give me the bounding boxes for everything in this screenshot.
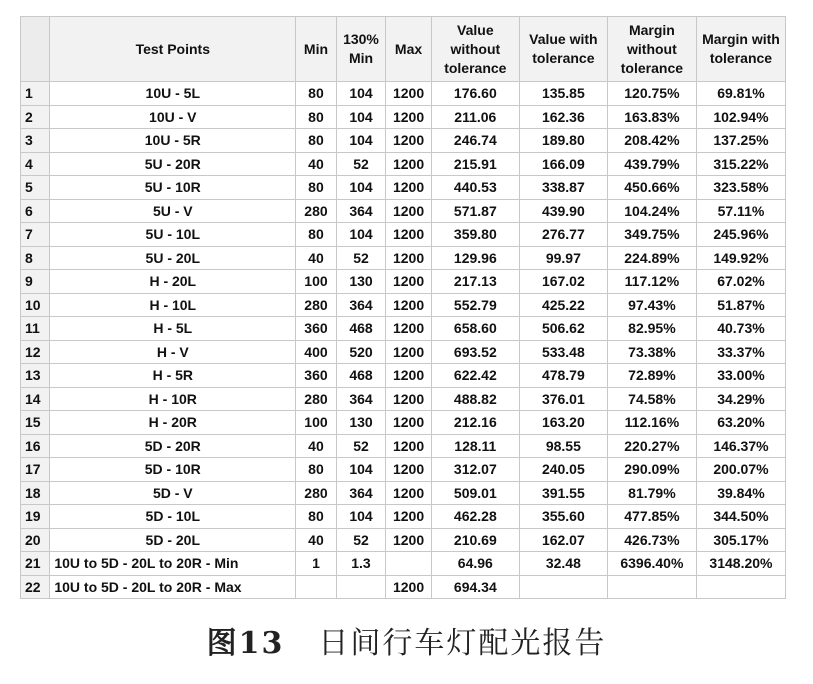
max-cell: 1200 xyxy=(386,340,432,364)
row-number-cell: 10 xyxy=(21,293,50,317)
margin-without-tolerance-cell: 439.79% xyxy=(607,152,696,176)
table-row xyxy=(21,270,786,294)
margin-without-tolerance-cell: 224.89% xyxy=(607,246,696,270)
value-without-tolerance-cell: 176.60 xyxy=(431,82,519,106)
min-cell: 100 xyxy=(296,270,336,294)
value-with-tolerance-cell: 338.87 xyxy=(519,176,607,200)
test-point-cell: 10U - V xyxy=(50,105,296,129)
value-without-tolerance-cell: 552.79 xyxy=(431,293,519,317)
table-row xyxy=(21,387,786,411)
margin-with-tolerance-cell: 137.25% xyxy=(696,129,785,153)
margin-without-tolerance-cell: 450.66% xyxy=(607,176,696,200)
value-with-tolerance-cell: 166.09 xyxy=(519,152,607,176)
corner-header xyxy=(21,17,50,82)
row-number-cell: 17 xyxy=(21,458,50,482)
margin-without-tolerance-cell: 112.16% xyxy=(607,411,696,435)
min-cell: 400 xyxy=(296,340,336,364)
min-cell xyxy=(296,575,336,599)
table-row xyxy=(21,552,786,576)
min-130-cell: 104 xyxy=(336,176,386,200)
value-without-tolerance-cell: 312.07 xyxy=(431,458,519,482)
margin-with-tolerance-cell: 146.37% xyxy=(696,434,785,458)
margin-without-tolerance-cell: 73.38% xyxy=(607,340,696,364)
row-number-cell: 3 xyxy=(21,129,50,153)
margin-without-tolerance-cell: 426.73% xyxy=(607,528,696,552)
margin-with-tolerance-cell: 344.50% xyxy=(696,505,785,529)
min-130-cell: 364 xyxy=(336,387,386,411)
max-cell: 1200 xyxy=(386,105,432,129)
margin-without-tolerance-cell xyxy=(607,575,696,599)
row-number-cell: 8 xyxy=(21,246,50,270)
test-point-cell: H - 10R xyxy=(50,387,296,411)
margin-without-tolerance-cell: 349.75% xyxy=(607,223,696,247)
max-cell: 1200 xyxy=(386,317,432,341)
value-without-tolerance-cell: 658.60 xyxy=(431,317,519,341)
margin-with-tolerance-cell: 200.07% xyxy=(696,458,785,482)
photometry-table xyxy=(20,16,786,599)
min-130-cell: 104 xyxy=(336,505,386,529)
min-cell: 40 xyxy=(296,528,336,552)
table-row xyxy=(21,458,786,482)
test-point-cell: 5U - V xyxy=(50,199,296,223)
min-130-cell: 364 xyxy=(336,199,386,223)
test-point-cell: 5D - 20R xyxy=(50,434,296,458)
min-130-cell: 52 xyxy=(336,434,386,458)
min-cell: 100 xyxy=(296,411,336,435)
min-130-cell: 104 xyxy=(336,223,386,247)
margin-with-tolerance-cell: 39.84% xyxy=(696,481,785,505)
margin-with-tolerance-cell: 67.02% xyxy=(696,270,785,294)
min-130-cell: 104 xyxy=(336,105,386,129)
value-without-tolerance-cell: 440.53 xyxy=(431,176,519,200)
table-row xyxy=(21,176,786,200)
value-with-tolerance-cell: 276.77 xyxy=(519,223,607,247)
table-body xyxy=(21,82,786,599)
margin-with-tolerance-cell: 51.87% xyxy=(696,293,785,317)
max-cell: 1200 xyxy=(386,246,432,270)
min-130-cell: 104 xyxy=(336,82,386,106)
min-cell: 1 xyxy=(296,552,336,576)
min-cell: 80 xyxy=(296,176,336,200)
max-cell: 1200 xyxy=(386,364,432,388)
value-with-tolerance-cell: 135.85 xyxy=(519,82,607,106)
value-with-tolerance-cell: 506.62 xyxy=(519,317,607,341)
value-without-tolerance-cell: 571.87 xyxy=(431,199,519,223)
margin-with-tolerance-cell xyxy=(696,575,785,599)
table-row xyxy=(21,575,786,599)
max-cell: 1200 xyxy=(386,199,432,223)
header-margin-with-tolerance: Margin with tolerance xyxy=(696,17,785,82)
row-number-cell: 6 xyxy=(21,199,50,223)
margin-with-tolerance-cell: 305.17% xyxy=(696,528,785,552)
min-cell: 280 xyxy=(296,387,336,411)
table-row xyxy=(21,223,786,247)
value-with-tolerance-cell: 99.97 xyxy=(519,246,607,270)
table-row xyxy=(21,82,786,106)
margin-with-tolerance-cell: 33.37% xyxy=(696,340,785,364)
table-row xyxy=(21,105,786,129)
table-row xyxy=(21,246,786,270)
value-with-tolerance-cell: 425.22 xyxy=(519,293,607,317)
header-min: Min xyxy=(296,17,336,82)
table-row xyxy=(21,505,786,529)
value-with-tolerance-cell: 240.05 xyxy=(519,458,607,482)
min-cell: 80 xyxy=(296,82,336,106)
min-130-cell: 364 xyxy=(336,481,386,505)
min-cell: 280 xyxy=(296,199,336,223)
value-without-tolerance-cell: 488.82 xyxy=(431,387,519,411)
max-cell: 1200 xyxy=(386,434,432,458)
min-130-cell: 52 xyxy=(336,246,386,270)
margin-with-tolerance-cell: 69.81% xyxy=(696,82,785,106)
margin-without-tolerance-cell: 81.79% xyxy=(607,481,696,505)
min-130-cell: 520 xyxy=(336,340,386,364)
min-130-cell: 1.3 xyxy=(336,552,386,576)
margin-with-tolerance-cell: 34.29% xyxy=(696,387,785,411)
value-without-tolerance-cell: 128.11 xyxy=(431,434,519,458)
header-margin-without-tolerance: Margin without tolerance xyxy=(607,17,696,82)
min-cell: 40 xyxy=(296,246,336,270)
row-number-cell: 11 xyxy=(21,317,50,341)
min-cell: 40 xyxy=(296,434,336,458)
value-without-tolerance-cell: 212.16 xyxy=(431,411,519,435)
table-row xyxy=(21,411,786,435)
margin-without-tolerance-cell: 117.12% xyxy=(607,270,696,294)
row-number-cell: 14 xyxy=(21,387,50,411)
margin-with-tolerance-cell: 149.92% xyxy=(696,246,785,270)
max-cell: 1200 xyxy=(386,481,432,505)
margin-without-tolerance-cell: 220.27% xyxy=(607,434,696,458)
value-without-tolerance-cell: 462.28 xyxy=(431,505,519,529)
figure-label: 图13 xyxy=(206,626,285,661)
test-point-cell: 5D - 10L xyxy=(50,505,296,529)
row-number-cell: 5 xyxy=(21,176,50,200)
table-row xyxy=(21,481,786,505)
value-with-tolerance-cell: 189.80 xyxy=(519,129,607,153)
min-cell: 80 xyxy=(296,105,336,129)
row-number-cell: 2 xyxy=(21,105,50,129)
max-cell: 1200 xyxy=(386,129,432,153)
row-number-cell: 21 xyxy=(21,552,50,576)
min-130-cell: 468 xyxy=(336,317,386,341)
margin-without-tolerance-cell: 120.75% xyxy=(607,82,696,106)
value-without-tolerance-cell: 211.06 xyxy=(431,105,519,129)
min-cell: 80 xyxy=(296,505,336,529)
margin-without-tolerance-cell: 477.85% xyxy=(607,505,696,529)
value-with-tolerance-cell: 478.79 xyxy=(519,364,607,388)
row-number-cell: 20 xyxy=(21,528,50,552)
table-row xyxy=(21,364,786,388)
header-value-without-tolerance: Value without tolerance xyxy=(431,17,519,82)
value-without-tolerance-cell: 217.13 xyxy=(431,270,519,294)
min-130-cell xyxy=(336,575,386,599)
margin-without-tolerance-cell: 6396.40% xyxy=(607,552,696,576)
value-with-tolerance-cell: 162.07 xyxy=(519,528,607,552)
min-cell: 360 xyxy=(296,317,336,341)
test-point-cell: H - 5L xyxy=(50,317,296,341)
value-without-tolerance-cell: 359.80 xyxy=(431,223,519,247)
margin-with-tolerance-cell: 3148.20% xyxy=(696,552,785,576)
test-point-cell: 5D - 10R xyxy=(50,458,296,482)
min-cell: 280 xyxy=(296,293,336,317)
table-row xyxy=(21,528,786,552)
min-cell: 80 xyxy=(296,129,336,153)
margin-without-tolerance-cell: 72.89% xyxy=(607,364,696,388)
max-cell xyxy=(386,552,432,576)
test-point-cell: H - 20L xyxy=(50,270,296,294)
margin-without-tolerance-cell: 74.58% xyxy=(607,387,696,411)
margin-with-tolerance-cell: 40.73% xyxy=(696,317,785,341)
max-cell: 1200 xyxy=(386,575,432,599)
row-number-cell: 12 xyxy=(21,340,50,364)
margin-with-tolerance-cell: 57.11% xyxy=(696,199,785,223)
max-cell: 1200 xyxy=(386,411,432,435)
test-point-cell: H - 10L xyxy=(50,293,296,317)
value-with-tolerance-cell: 439.90 xyxy=(519,199,607,223)
min-cell: 80 xyxy=(296,458,336,482)
margin-with-tolerance-cell: 102.94% xyxy=(696,105,785,129)
test-point-cell: H - 5R xyxy=(50,364,296,388)
test-point-cell: 5U - 20L xyxy=(50,246,296,270)
row-number-cell: 7 xyxy=(21,223,50,247)
value-without-tolerance-cell: 129.96 xyxy=(431,246,519,270)
table-row xyxy=(21,199,786,223)
header-max: Max xyxy=(386,17,432,82)
min-cell: 80 xyxy=(296,223,336,247)
max-cell: 1200 xyxy=(386,505,432,529)
margin-with-tolerance-cell: 315.22% xyxy=(696,152,785,176)
value-without-tolerance-cell: 509.01 xyxy=(431,481,519,505)
max-cell: 1200 xyxy=(386,223,432,247)
test-point-cell: 5U - 10R xyxy=(50,176,296,200)
value-with-tolerance-cell: 98.55 xyxy=(519,434,607,458)
max-cell: 1200 xyxy=(386,387,432,411)
value-with-tolerance-cell: 162.36 xyxy=(519,105,607,129)
row-number-cell: 16 xyxy=(21,434,50,458)
min-cell: 40 xyxy=(296,152,336,176)
margin-without-tolerance-cell: 290.09% xyxy=(607,458,696,482)
min-130-cell: 104 xyxy=(336,129,386,153)
test-point-cell: 5D - V xyxy=(50,481,296,505)
margin-without-tolerance-cell: 82.95% xyxy=(607,317,696,341)
value-without-tolerance-cell: 246.74 xyxy=(431,129,519,153)
min-cell: 360 xyxy=(296,364,336,388)
test-point-cell: 10U - 5R xyxy=(50,129,296,153)
value-without-tolerance-cell: 694.34 xyxy=(431,575,519,599)
value-with-tolerance-cell: 391.55 xyxy=(519,481,607,505)
row-number-cell: 15 xyxy=(21,411,50,435)
min-cell: 280 xyxy=(296,481,336,505)
value-with-tolerance-cell: 376.01 xyxy=(519,387,607,411)
value-without-tolerance-cell: 64.96 xyxy=(431,552,519,576)
row-number-cell: 18 xyxy=(21,481,50,505)
test-point-cell: H - 20R xyxy=(50,411,296,435)
min-130-cell: 130 xyxy=(336,411,386,435)
row-number-cell: 1 xyxy=(21,82,50,106)
max-cell: 1200 xyxy=(386,176,432,200)
max-cell: 1200 xyxy=(386,458,432,482)
test-point-cell: 10U to 5D - 20L to 20R - Min xyxy=(50,552,296,576)
test-point-cell: 10U to 5D - 20L to 20R - Max xyxy=(50,575,296,599)
min-130-cell: 468 xyxy=(336,364,386,388)
min-130-cell: 130 xyxy=(336,270,386,294)
row-number-cell: 4 xyxy=(21,152,50,176)
value-without-tolerance-cell: 210.69 xyxy=(431,528,519,552)
max-cell: 1200 xyxy=(386,152,432,176)
table-row xyxy=(21,434,786,458)
value-with-tolerance-cell: 163.20 xyxy=(519,411,607,435)
margin-without-tolerance-cell: 208.42% xyxy=(607,129,696,153)
table-row xyxy=(21,317,786,341)
header-row xyxy=(21,17,786,82)
header-130-min: 130% Min xyxy=(336,17,386,82)
max-cell: 1200 xyxy=(386,528,432,552)
min-130-cell: 52 xyxy=(336,528,386,552)
test-point-cell: 5U - 10L xyxy=(50,223,296,247)
value-with-tolerance-cell: 32.48 xyxy=(519,552,607,576)
test-point-cell: 5D - 20L xyxy=(50,528,296,552)
row-number-cell: 19 xyxy=(21,505,50,529)
min-130-cell: 52 xyxy=(336,152,386,176)
max-cell: 1200 xyxy=(386,293,432,317)
margin-without-tolerance-cell: 104.24% xyxy=(607,199,696,223)
value-with-tolerance-cell: 167.02 xyxy=(519,270,607,294)
max-cell: 1200 xyxy=(386,82,432,106)
max-cell: 1200 xyxy=(386,270,432,294)
row-number-cell: 9 xyxy=(21,270,50,294)
margin-with-tolerance-cell: 63.20% xyxy=(696,411,785,435)
figure-caption xyxy=(0,618,813,662)
value-without-tolerance-cell: 622.42 xyxy=(431,364,519,388)
table-row xyxy=(21,293,786,317)
test-point-cell: 10U - 5L xyxy=(50,82,296,106)
margin-with-tolerance-cell: 323.58% xyxy=(696,176,785,200)
header-value-with-tolerance: Value with tolerance xyxy=(519,17,607,82)
min-130-cell: 104 xyxy=(336,458,386,482)
value-with-tolerance-cell xyxy=(519,575,607,599)
margin-without-tolerance-cell: 97.43% xyxy=(607,293,696,317)
test-point-cell: H - V xyxy=(50,340,296,364)
figure-title: 日间行车灯配光报告 xyxy=(318,626,607,661)
table-row xyxy=(21,129,786,153)
margin-with-tolerance-cell: 33.00% xyxy=(696,364,785,388)
value-without-tolerance-cell: 693.52 xyxy=(431,340,519,364)
table-row xyxy=(21,152,786,176)
value-without-tolerance-cell: 215.91 xyxy=(431,152,519,176)
row-number-cell: 13 xyxy=(21,364,50,388)
margin-without-tolerance-cell: 163.83% xyxy=(607,105,696,129)
table-row xyxy=(21,340,786,364)
row-number-cell: 22 xyxy=(21,575,50,599)
min-130-cell: 364 xyxy=(336,293,386,317)
value-with-tolerance-cell: 355.60 xyxy=(519,505,607,529)
test-point-cell: 5U - 20R xyxy=(50,152,296,176)
header-test-points: Test Points xyxy=(50,17,296,82)
value-with-tolerance-cell: 533.48 xyxy=(519,340,607,364)
margin-with-tolerance-cell: 245.96% xyxy=(696,223,785,247)
photometry-table-sheet xyxy=(20,16,786,599)
